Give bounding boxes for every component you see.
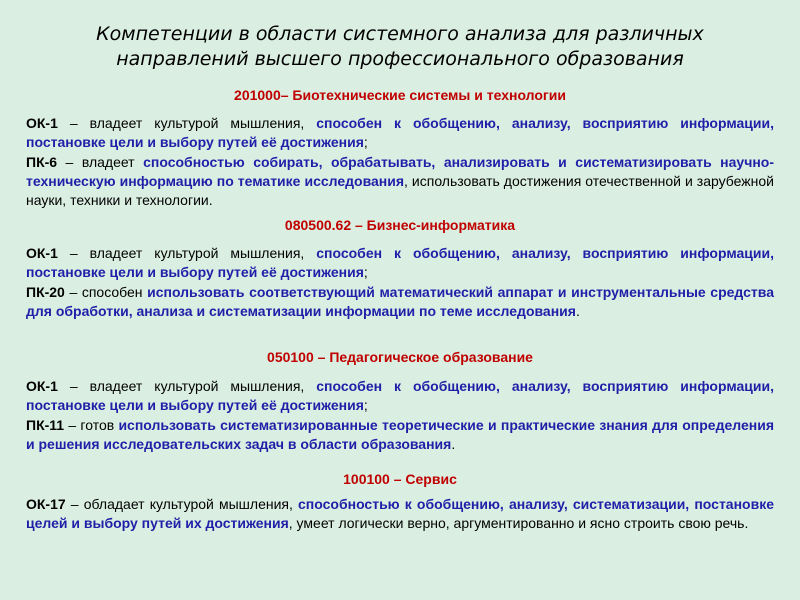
competency-highlight: способен к обобщению, анализу, восприятию информации, постановке цели и выбору путей её достижения [26,245,774,281]
competency-highlight: использовать соответствующий математический аппарат и инструментальные средства для обработки, анализа и систематизации информации по теме исследования [26,283,774,319]
section-body-050100 [26,377,774,454]
section-body-100100 [26,495,774,534]
section-heading-050100: 050100 – Педагогическое образование [267,349,533,365]
competency-ok-1: ОК-1 – владеет культурой мышления, способен к обобщению, анализу, восприятию информации, постановке цели и выбору путей её достижения; [26,378,774,414]
competency-pk-20: ПК-20 – способен использовать соответствующий математический аппарат и инструментальные средства для обработки, анализа и систематизации информации по теме исследования. [26,283,774,319]
competency-ok-1: ОК-1 – владеет культурой мышления, способен к обобщению, анализу, восприятию информации, постановке цели и выбору путей её достижения; [26,245,774,281]
competency-code: ОК-1 [26,378,58,394]
competency-highlight: способностью собирать, обрабатывать, анализировать и систематизировать научно-техническую информацию по тематике исследования [26,153,774,189]
competency-code: ОК-1 [26,115,58,131]
section-body-201000 [26,114,774,210]
section-heading-100100: 100100 – Сервис [343,471,457,487]
section-heading-201000: 201000– Биотехнические системы и технологии [234,87,566,103]
competency-highlight: способен к обобщению, анализу, восприятию информации, постановке цели и выбору путей её достижения [26,378,774,414]
competency-ok-17: ОК-17 – обладает культурой мышления, способностью к обобщению, анализу, систематизации, постановке целей и выбору путей их достижения, умеет логически верно, аргументированно и ясно строить свою речь. [26,496,774,532]
competency-code: ПК-6 [26,153,58,170]
competency-highlight: способностью к обобщению, анализу, систематизации, постановке целей и выбору путей их достижения [26,496,774,532]
competency-highlight: способен к обобщению, анализу, восприятию информации, постановке цели и выбору путей её достижения [26,115,774,151]
competency-code: ПК-20 [26,283,65,300]
competency-code: ПК-11 [26,416,65,433]
competency-pk-6: ПК-6 – владеет способностью собирать, обрабатывать, анализировать и систематизировать научно-техническую информацию по тематике исследования, использовать достижения отечественной и зарубежной науки, техники и технологии. [26,153,774,209]
competency-highlight: использовать систематизированные теоретические и практические знания для определения и решения исследовательских задач в области образования [26,416,774,452]
competency-code: ОК-17 [26,496,66,512]
page-title [60,22,740,72]
competency-code: ОК-1 [26,245,58,261]
title-line-1: Компетенции в области системного анализа для различных [96,23,704,45]
competency-ok-1: ОК-1 – владеет культурой мышления, способен к обобщению, анализу, восприятию информации, постановке цели и выбору путей её достижения; [26,115,774,151]
section-heading-080500: 080500.62 – Бизнес-информатика [284,217,516,233]
competency-pk-11: ПК-11 – готов использовать систематизированные теоретические и практические знания для определения и решения исследовательских задач в области образования. [26,416,774,452]
section-body-080500 [26,244,774,321]
title-line-2: направлений высшего профессионального образования [116,48,684,70]
